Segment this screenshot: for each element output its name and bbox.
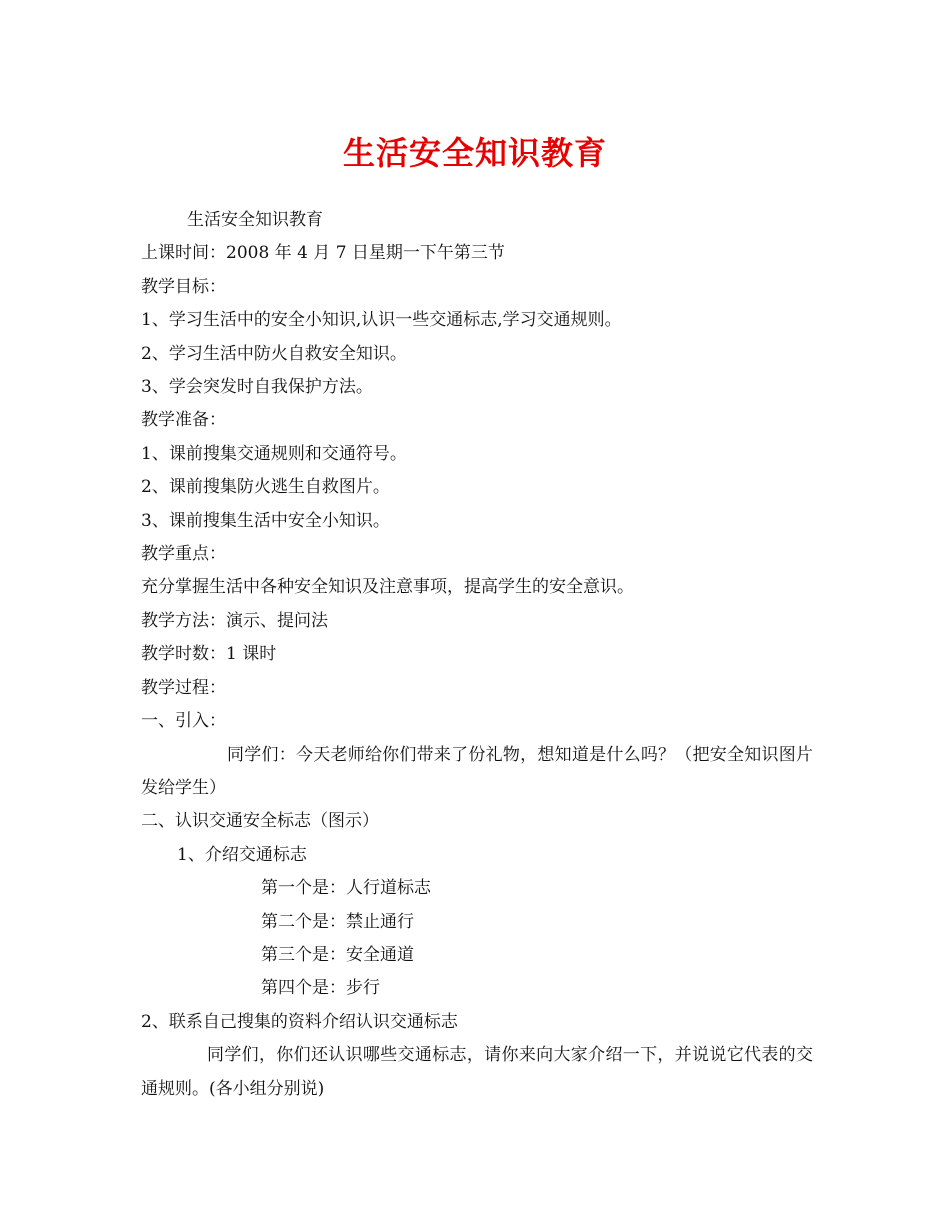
objective-item: 3、学会突发时自我保护方法。 [141, 377, 373, 398]
teaching-hours-line: 教学时数：1 课时 [141, 644, 277, 665]
sign-list-item: 第四个是：步行 [261, 978, 380, 999]
section-heading-preparation: 教学准备： [141, 410, 226, 431]
section-heading-objectives: 教学目标： [141, 276, 226, 297]
intro-paragraph: 同学们：今天老师给你们带来了份礼物，想知道是什么吗？（把安全知识图片发给学生） [141, 744, 813, 798]
section-heading-process: 教学过程： [141, 677, 226, 698]
discussion-paragraph: 同学们，你们还认识哪些交通标志，请你来向大家介绍一下，并说说它代表的交通规则。(各小组分别说) [141, 1045, 813, 1099]
document-title: 生活安全知识教育 [342, 134, 607, 172]
section-heading-key-points: 教学重点： [141, 544, 226, 565]
preparation-item: 3、课前搜集生活中安全小知识。 [141, 510, 390, 531]
document-body [141, 204, 813, 1106]
sign-list-item: 第一个是：人行道标志 [261, 878, 431, 899]
process-step-heading: 一、引入： [141, 711, 226, 732]
class-time-line: 上课时间：2008 年 4 月 7 日星期一下午第三节 [141, 243, 505, 264]
preparation-item: 2、课前搜集防火逃生自救图片。 [141, 477, 390, 498]
sign-list-item: 第三个是：安全通道 [261, 944, 414, 965]
objective-item: 1、学习生活中的安全小知识,认识一些交通标志,学习交通规则。 [141, 310, 622, 331]
key-point-text: 充分掌握生活中各种安全知识及注意事项，提高学生的安全意识。 [141, 577, 634, 598]
sign-list-item: 第二个是：禁止通行 [261, 911, 414, 932]
sub-step-heading: 1、介绍交通标志 [177, 844, 307, 865]
teaching-method-line: 教学方法：演示、提问法 [141, 610, 328, 631]
objective-item: 2、学习生活中防火自救安全知识。 [141, 343, 407, 364]
sub-step-heading: 2、联系自己搜集的资料介绍认识交通标志 [141, 1011, 458, 1032]
subtitle-line: 生活安全知识教育 [187, 210, 323, 230]
preparation-item: 1、课前搜集交通规则和交通符号。 [141, 443, 407, 464]
process-step-heading: 二、认识交通安全标志（图示） [141, 811, 379, 832]
